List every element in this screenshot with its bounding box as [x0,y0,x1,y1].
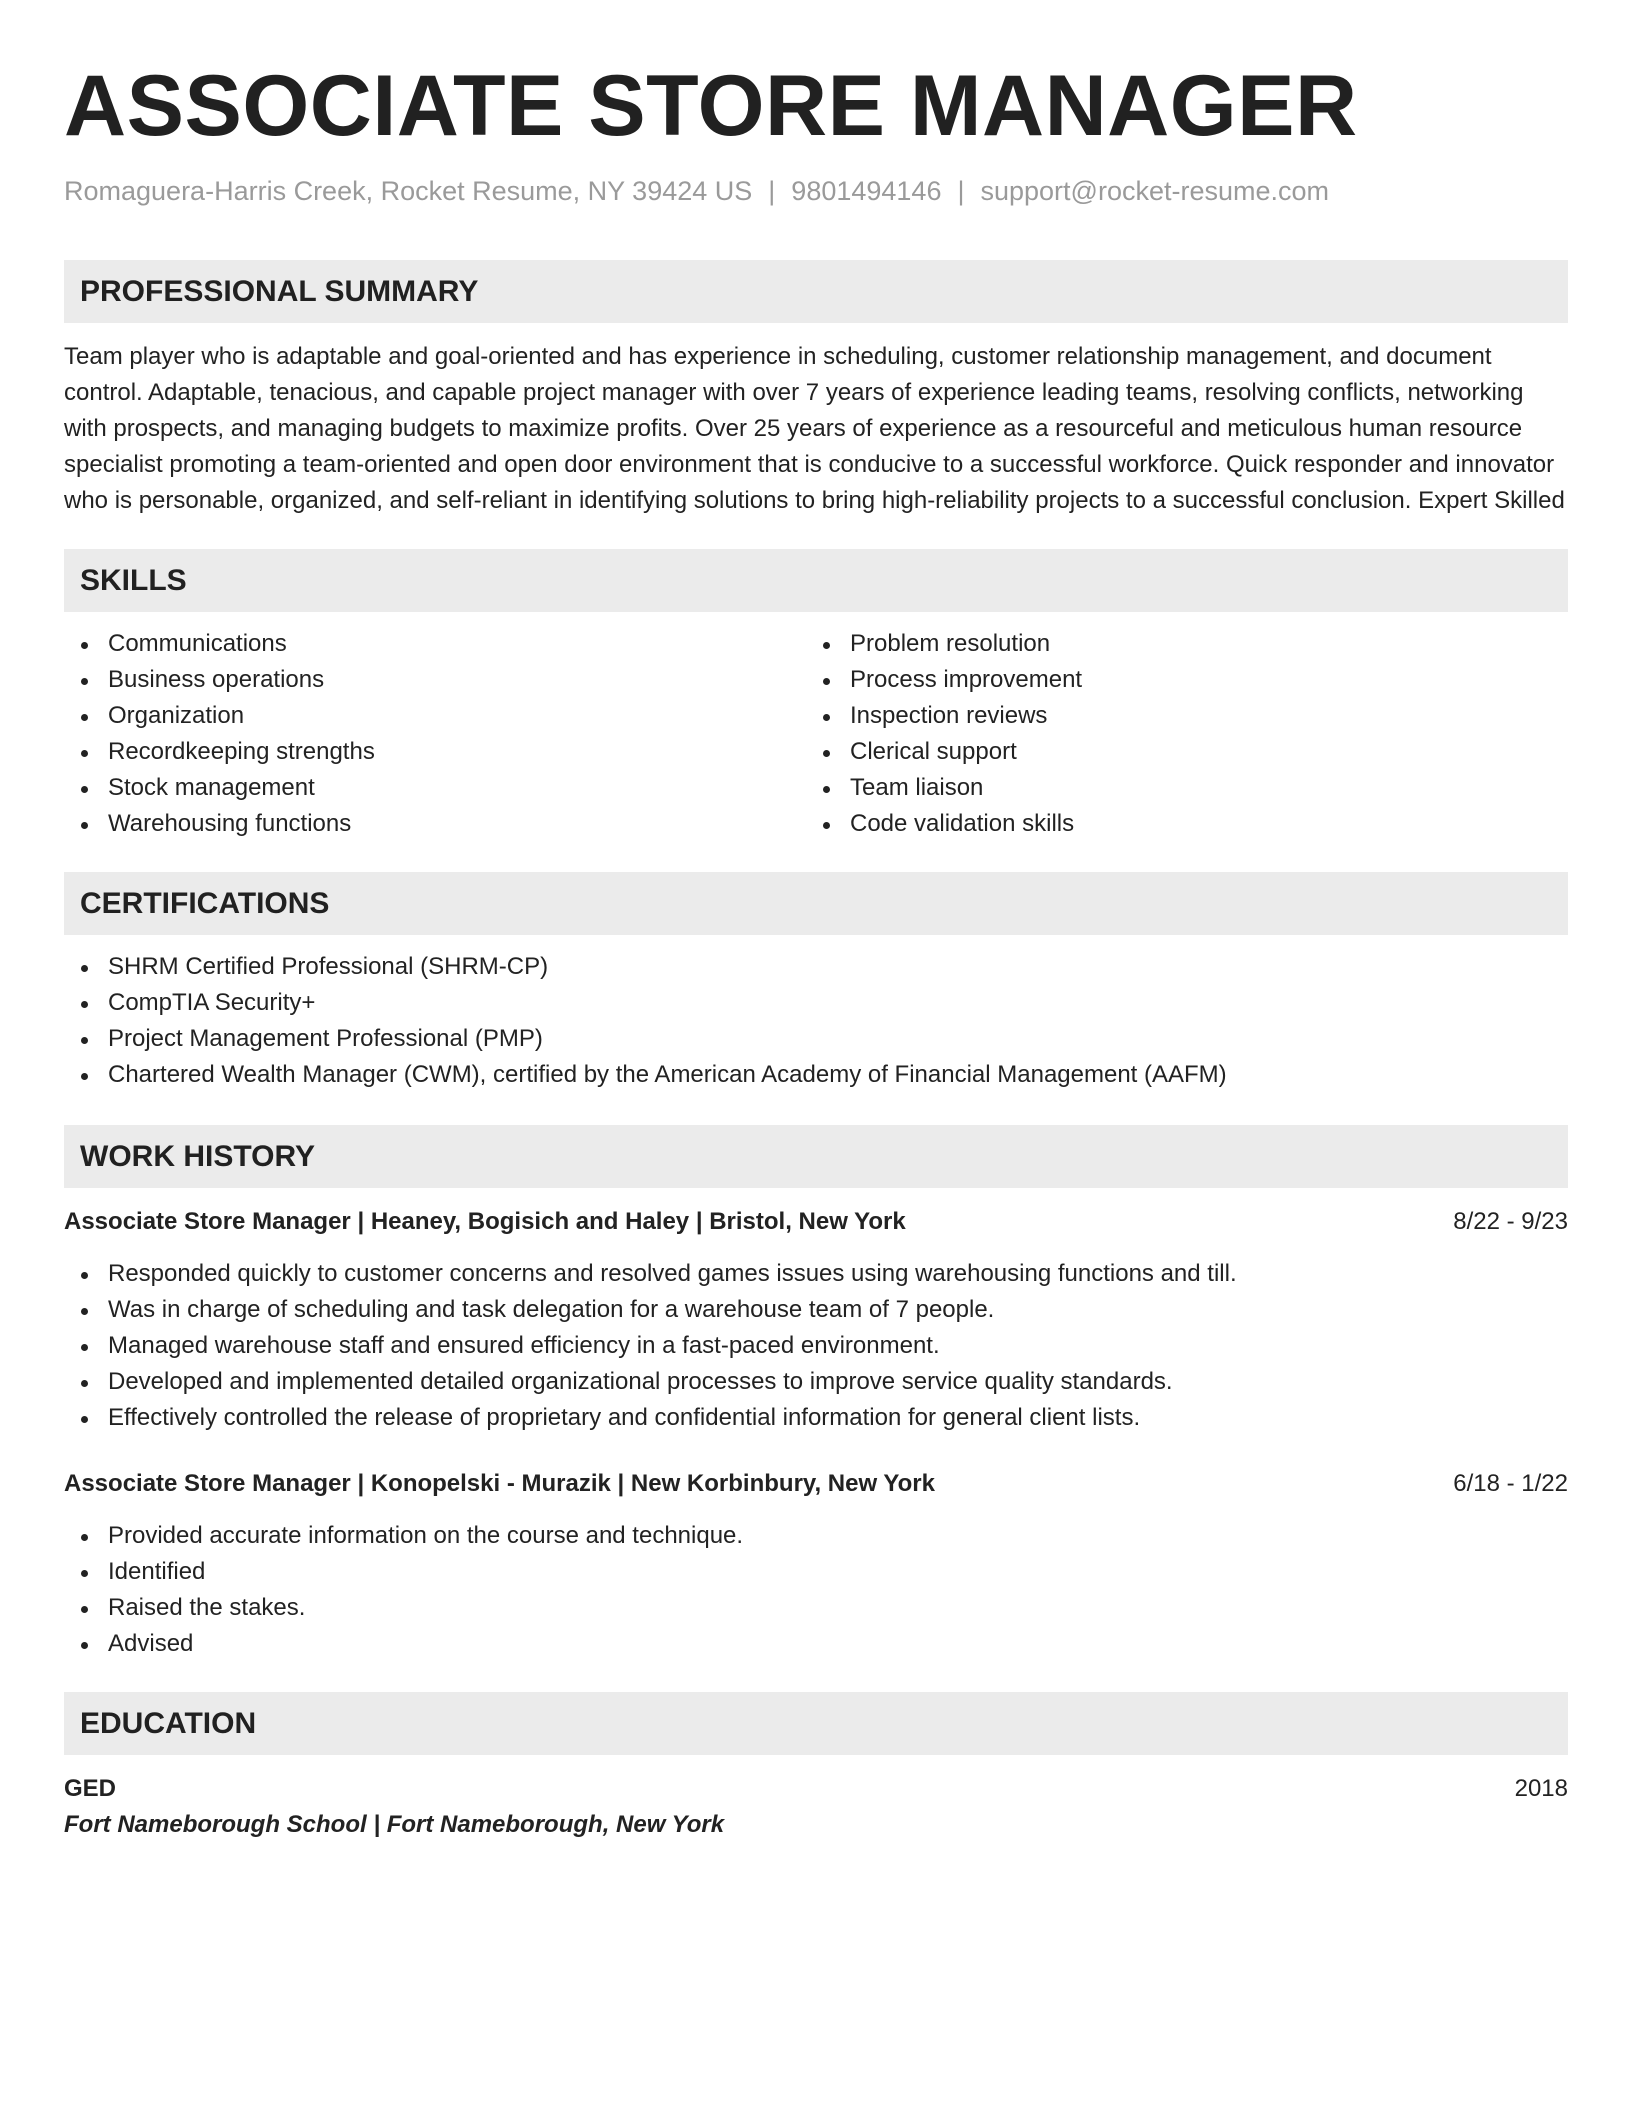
contact-email: support@rocket-resume.com [980,176,1330,206]
certifications-list [64,949,1568,1093]
contact-separator: | [957,176,965,206]
contact-phone: 9801494146 [791,176,942,206]
job-title: Associate Store Manager | Konopelski - Murazik | New Korbinbury, New York [64,1470,935,1497]
job-bullets [64,1256,1568,1436]
contact-address: Romaguera-Harris Creek, Rocket Resume, NY 39424 US [64,176,753,206]
skill-item: Code validation skills [806,806,1548,842]
education-header [64,1771,1568,1807]
job-bullet: Effectively controlled the release of proprietary and confidential information for general client lists. [64,1400,1568,1436]
job-entry [64,1204,1568,1436]
section-header-work-history: WORK HISTORY [64,1125,1568,1188]
section-header-certifications: CERTIFICATIONS [64,872,1568,935]
education-school: Fort Nameborough School | Fort Nameborough, New York [64,1811,725,1838]
job-bullet: Developed and implemented detailed organizational processes to improve service quality standards. [64,1364,1568,1400]
skill-item: Recordkeeping strengths [64,734,806,770]
skill-item: Inspection reviews [806,698,1548,734]
skills-grid [64,626,1568,842]
resume-page [64,0,1568,1843]
skill-item: Clerical support [806,734,1548,770]
job-bullet: Raised the stakes. [64,1590,1568,1626]
certification-item: Chartered Wealth Manager (CWM), certified by the American Academy of Financial Management (AAFM) [64,1057,1568,1093]
job-bullet: Provided accurate information on the course and technique. [64,1518,1568,1554]
job-bullet: Was in charge of scheduling and task delegation for a warehouse team of 7 people. [64,1292,1568,1328]
certification-item: Project Management Professional (PMP) [64,1021,1568,1057]
skill-item: Stock management [64,770,806,806]
section-header-education: EDUCATION [64,1692,1568,1755]
job-bullet: Responded quickly to customer concerns and resolved games issues using warehousing functions and till. [64,1256,1568,1292]
section-header-skills: SKILLS [64,549,1568,612]
resume-name: ASSOCIATE STORE MANAGER [64,58,1358,154]
skill-item: Business operations [64,662,806,698]
contact-separator: | [768,176,776,206]
job-bullet: Advised [64,1626,1568,1662]
job-dates: 6/18 - 1/22 [1453,1470,1568,1497]
skill-item: Warehousing functions [64,806,806,842]
skill-item: Process improvement [806,662,1548,698]
job-bullets [64,1518,1568,1662]
education-degree: GED [64,1775,117,1802]
skill-item: Team liaison [806,770,1548,806]
job-entry [64,1466,1568,1662]
job-header [64,1466,1568,1502]
skills-list-right [806,626,1548,842]
certification-item: CompTIA Security+ [64,985,1568,1021]
skill-item: Organization [64,698,806,734]
skill-item: Problem resolution [806,626,1548,662]
education-entry [64,1771,1568,1843]
job-dates: 8/22 - 9/23 [1453,1208,1568,1235]
job-bullet: Identified [64,1554,1568,1590]
job-header [64,1204,1568,1240]
education-year: 2018 [1514,1775,1568,1802]
section-header-summary: PROFESSIONAL SUMMARY [64,260,1568,323]
summary-text: Team player who is adaptable and goal-oriented and has experience in scheduling, customer relationship management, and document control. Adaptable, tenacious, and capable project manager with over 7 years of experience leading teams, resolving conflicts, networking with prospects, and managing budgets to maximize profits. Over 25 years of experience as a resourceful and meticulous human resource specialist promoting a team-oriented and open door environment that is conducive to a successful workforce. Quick responder and innovator who is personable, organized, and self-reliant in identifying solutions to bring high-reliability projects to a successful conclusion. Expert Skilled [64,343,1565,514]
certification-item: SHRM Certified Professional (SHRM-CP) [64,949,1568,985]
contact-line [64,174,1568,208]
job-title: Associate Store Manager | Heaney, Bogisich and Haley | Bristol, New York [64,1208,906,1235]
skill-item: Communications [64,626,806,662]
skills-list-left [64,626,806,842]
job-bullet: Managed warehouse staff and ensured efficiency in a fast-paced environment. [64,1328,1568,1364]
